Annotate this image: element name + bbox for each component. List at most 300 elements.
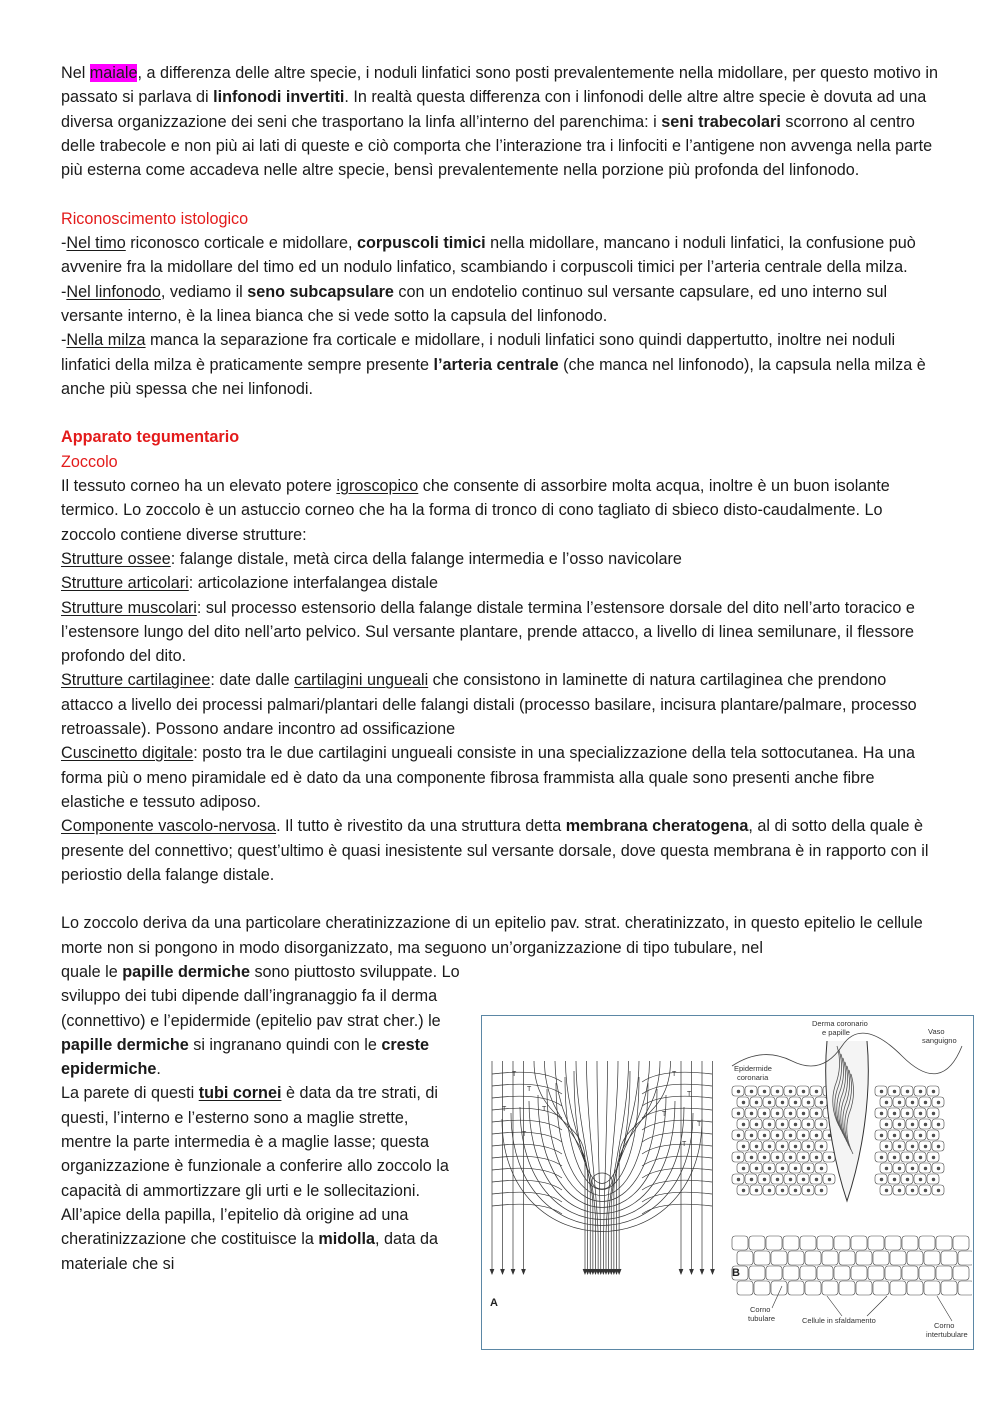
cell: [822, 1251, 838, 1265]
cell-nucleus: [893, 1090, 896, 1093]
cell-nucleus: [906, 1156, 909, 1159]
cell: [766, 1236, 782, 1250]
cell-nucleus: [820, 1167, 823, 1170]
cell: [771, 1251, 787, 1265]
cell: [839, 1281, 855, 1295]
cell-nucleus: [776, 1134, 779, 1137]
cell-nucleus: [828, 1178, 831, 1181]
cell-nucleus: [755, 1167, 758, 1170]
cell-nucleus: [768, 1145, 771, 1148]
cell-nucleus: [781, 1123, 784, 1126]
underlined-term: Nella milza: [66, 331, 146, 350]
arrow-head: [700, 1269, 704, 1274]
cell-nucleus: [893, 1178, 896, 1181]
cell-nucleus: [789, 1090, 792, 1093]
row-line: [642, 1168, 712, 1178]
text: : sul processo estensorio della falange distale termina l’estensore dorsale del dito nell’arto toracico e l’estensore lungo del dito nell’arto pelvico. Sul versante plantare, prende attacco, a livello di linea semilunare, il flessore profondo del dito.: [61, 598, 915, 666]
cell-nucleus: [776, 1156, 779, 1159]
cell-nucleus: [763, 1134, 766, 1137]
text: si ingranano quindi con le: [188, 1035, 382, 1054]
cell-nucleus: [789, 1156, 792, 1159]
cell-nucleus: [898, 1189, 901, 1192]
cell-nucleus: [924, 1123, 927, 1126]
cell-nucleus: [880, 1156, 883, 1159]
cell: [873, 1281, 889, 1295]
cell: [953, 1236, 969, 1250]
cell-nucleus: [789, 1112, 792, 1115]
cell: [885, 1236, 901, 1250]
cell-nucleus: [911, 1123, 914, 1126]
item-strutture-cartilaginee: [61, 668, 941, 741]
cell-nucleus: [794, 1145, 797, 1148]
cell: [749, 1266, 765, 1280]
text: . Il tutto è rivestito da una struttura detta: [276, 817, 566, 836]
cell-nucleus: [807, 1123, 810, 1126]
text: sono piuttosto sviluppate. Lo sviluppo dei tubi dipende dall’ingranaggio fa il derma (connettivo) e l’epidermide (epitelio pav strat cher.) le: [61, 962, 460, 1030]
panel-a-diagram: [490, 1061, 715, 1274]
cell: [907, 1281, 923, 1295]
cell: [788, 1281, 804, 1295]
underlined-term: cartilagini ungueali: [294, 671, 429, 690]
cell: [924, 1281, 940, 1295]
cell: [953, 1266, 969, 1280]
text: , a differenza delle altre specie, i noduli linfatici sono posti prevalentemente nella midollare, per questo motivo in passato si parlava di: [61, 64, 939, 107]
cell: [873, 1251, 889, 1265]
text: , data da materiale che si: [61, 1230, 439, 1273]
cell-nucleus: [807, 1101, 810, 1104]
cell-nucleus: [815, 1156, 818, 1159]
cell-nucleus: [919, 1112, 922, 1115]
label-e-papille: e papille: [822, 1028, 850, 1037]
cell-nucleus: [911, 1101, 914, 1104]
cell-nucleus: [906, 1178, 909, 1181]
cell: [919, 1266, 935, 1280]
cell-nucleus: [742, 1189, 745, 1192]
cell-nucleus: [763, 1178, 766, 1181]
cell: [805, 1251, 821, 1265]
label-coronaria: coronaria: [737, 1073, 769, 1082]
bold-term: papille dermiche: [61, 1035, 189, 1054]
arrow-head: [522, 1269, 526, 1274]
cell-nucleus: [911, 1167, 914, 1170]
cell: [788, 1251, 804, 1265]
cell-nucleus: [755, 1123, 758, 1126]
cell-nucleus: [898, 1167, 901, 1170]
text: quale le: [61, 962, 123, 981]
text: che consente di assorbire molta acqua, inoltre è un buon isolante termico. Lo zoccolo è un astuccio corneo che ha la forma di tronco di cono tagliato di sbieco disto-caudalmente. Lo zoccolo contiene diverse strutture:: [61, 477, 890, 544]
cell-nucleus: [742, 1145, 745, 1148]
label-vaso: Vaso: [928, 1027, 945, 1036]
cell-nucleus: [781, 1145, 784, 1148]
cell: [885, 1266, 901, 1280]
cell-nucleus: [911, 1145, 914, 1148]
cell-nucleus: [763, 1156, 766, 1159]
label-derma-coronario: Derma coronario: [812, 1019, 868, 1028]
bold-term: seno subcapsulare: [247, 282, 394, 301]
paragraph-linfonodo: [61, 280, 941, 329]
cell-nucleus: [776, 1112, 779, 1115]
cell-nucleus: [932, 1112, 935, 1115]
cell-nucleus: [932, 1178, 935, 1181]
cell-nucleus: [898, 1145, 901, 1148]
papilla-contour: [556, 1083, 648, 1196]
cell-nucleus: [932, 1156, 935, 1159]
cell: [856, 1251, 872, 1265]
row-line: [642, 1072, 712, 1082]
cell: [834, 1266, 850, 1280]
cell: [890, 1251, 906, 1265]
text: : posto tra le due cartilagini ungueali consiste in una specializzazione della tela sottocutanea. Ha una forma più o meno piramidale ed è dato da una componente fibrosa frammista alla quale sono presenti anche fibre elastiche e tessuto adiposo.: [61, 744, 915, 811]
cell-nucleus: [807, 1167, 810, 1170]
cell-nucleus: [742, 1123, 745, 1126]
subheading-zoccolo: Zoccolo: [61, 452, 118, 471]
cell: [924, 1251, 940, 1265]
label-sanguigno: sanguigno: [922, 1036, 957, 1045]
cell-nucleus: [937, 1101, 940, 1104]
label-corno-tubulare: Corno: [750, 1305, 771, 1314]
label-epidermide: Epidermide: [734, 1064, 772, 1073]
paragraph-milza: [61, 328, 941, 401]
cell-nucleus: [794, 1167, 797, 1170]
tubule-mark: T: [522, 1131, 527, 1138]
item-strutture-muscolari: [61, 596, 941, 669]
cell: [919, 1236, 935, 1250]
cell-nucleus: [807, 1145, 810, 1148]
cell: [783, 1266, 799, 1280]
tubule-line: [597, 1061, 601, 1274]
cell-nucleus: [932, 1134, 935, 1137]
cell-nucleus: [781, 1189, 784, 1192]
cell-nucleus: [742, 1101, 745, 1104]
cell-nucleus: [880, 1090, 883, 1093]
cell: [941, 1251, 957, 1265]
section-heading-riconoscimento: Riconoscimento istologico: [61, 209, 249, 228]
cell-nucleus: [820, 1123, 823, 1126]
tubule-mark: T: [697, 1121, 702, 1128]
underlined-term: Nel timo: [66, 234, 126, 253]
cell: [958, 1251, 972, 1265]
cell-nucleus: [737, 1178, 740, 1181]
cell-nucleus: [885, 1167, 888, 1170]
tubule-line: [587, 1061, 599, 1274]
bold-term: l’arteria centrale: [433, 355, 559, 374]
cell: [805, 1281, 821, 1295]
bold-term: seni trabecolari: [661, 112, 781, 131]
label-corno-intertubulare: Corno: [934, 1321, 955, 1330]
tubule-mark: T: [687, 1091, 692, 1098]
text: .: [156, 1060, 161, 1079]
cell-nucleus: [750, 1090, 753, 1093]
cell: [941, 1281, 957, 1295]
tubule-mark: T: [682, 1141, 687, 1148]
underlined-term: Strutture muscolari: [61, 598, 197, 617]
cell-nucleus: [776, 1090, 779, 1093]
cell-nucleus: [924, 1167, 927, 1170]
cell-nucleus: [911, 1189, 914, 1192]
cell-nucleus: [789, 1178, 792, 1181]
cell: [732, 1236, 748, 1250]
cell: [868, 1236, 884, 1250]
cell-nucleus: [781, 1101, 784, 1104]
cell-nucleus: [880, 1134, 883, 1137]
cell-nucleus: [885, 1145, 888, 1148]
cell-nucleus: [924, 1145, 927, 1148]
text: è data da tre strati, di questi, l’interno e l’esterno sono a maglie strette, mentre la parte intermedia è a maglie lasse; questa organizzazione è funzionale a conferire allo zoccolo la capacità di ammortizzare gli urti e le sollecitazioni. All’apice della papilla, l’epitelio dà origine ad una cheratinizzazione che costituisce la: [61, 1084, 449, 1249]
papilla-contour: [547, 1089, 657, 1202]
cell-nucleus: [768, 1189, 771, 1192]
text: manca la separazione fra corticale e midollare, i noduli linfatici sono quindi dappertutto, inoltre nei noduli linfatici della milza è praticamente sempre presente: [61, 331, 896, 374]
cell-nucleus: [937, 1145, 940, 1148]
cell: [737, 1251, 753, 1265]
cell: [834, 1236, 850, 1250]
arrow-head: [501, 1269, 505, 1274]
underlined-term: Strutture cartilaginee: [61, 671, 211, 690]
cell-nucleus: [755, 1145, 758, 1148]
cell: [800, 1236, 816, 1250]
cell-nucleus: [737, 1156, 740, 1159]
cell-nucleus: [937, 1167, 940, 1170]
cell: [936, 1266, 952, 1280]
cell-nucleus: [802, 1134, 805, 1137]
cell-nucleus: [742, 1167, 745, 1170]
row-line: [642, 1084, 712, 1094]
cell-nucleus: [802, 1156, 805, 1159]
text: Nel: [61, 64, 90, 82]
arrow-head: [690, 1269, 694, 1274]
cell-nucleus: [737, 1134, 740, 1137]
cell: [754, 1251, 770, 1265]
label-intertubulare: intertubulare: [926, 1330, 968, 1339]
wrapped-text-column: [61, 960, 461, 1276]
cell-nucleus: [885, 1123, 888, 1126]
cell: [936, 1236, 952, 1250]
cell-nucleus: [737, 1090, 740, 1093]
cell-nucleus: [807, 1189, 810, 1192]
text: scorrono al centro delle trabecole e non più ai lati di queste e ciò comporta che l’interazione tra i linfociti e l’antigene non avvenga nella parte più esterna come accadeva nelle altre specie, bensì prevalentemente nella porzione più profonda del linfonodo.: [61, 112, 933, 180]
cell: [783, 1236, 799, 1250]
cell-nucleus: [924, 1101, 927, 1104]
dash: -: [61, 331, 67, 350]
text: . In realtà questa differenza con i linfonodi delle altre altre specie è dovuta ad una diversa organizzazione dei seni che trasportano la linfa all’interno del parenchima: i: [61, 88, 927, 131]
cell-nucleus: [768, 1167, 771, 1170]
label-leader: [867, 1296, 887, 1316]
cell: [851, 1266, 867, 1280]
row-line: [642, 1096, 712, 1106]
cell-nucleus: [750, 1112, 753, 1115]
cell-nucleus: [815, 1134, 818, 1137]
cell-nucleus: [750, 1178, 753, 1181]
highlighted-word: maiale: [89, 64, 138, 82]
bold-term: linfonodi invertiti: [213, 88, 345, 107]
cell-nucleus: [781, 1167, 784, 1170]
dash: -: [61, 282, 67, 301]
paragraph-parete: [61, 1081, 461, 1275]
cell-nucleus: [802, 1178, 805, 1181]
cell-nucleus: [885, 1101, 888, 1104]
item-strutture-articolari: [61, 571, 941, 595]
cell-nucleus: [820, 1101, 823, 1104]
cell-nucleus: [794, 1123, 797, 1126]
text: riconosco corticale e midollare,: [125, 234, 357, 253]
row-line: [642, 1192, 712, 1202]
cell-nucleus: [750, 1156, 753, 1159]
cell-nucleus: [763, 1112, 766, 1115]
cell-nucleus: [755, 1189, 758, 1192]
cell: [856, 1281, 872, 1295]
cell-nucleus: [885, 1189, 888, 1192]
arrow-head: [511, 1269, 515, 1274]
cell-nucleus: [755, 1101, 758, 1104]
dash: -: [61, 234, 67, 253]
cell-nucleus: [815, 1112, 818, 1115]
label-leader: [937, 1296, 952, 1321]
underlined-term: Strutture articolari: [61, 574, 189, 593]
cell-nucleus: [776, 1178, 779, 1181]
cell-nucleus: [763, 1090, 766, 1093]
cell-nucleus: [937, 1189, 940, 1192]
cell-nucleus: [919, 1156, 922, 1159]
figure-illustration: [482, 1016, 972, 1348]
label-tubulare: tubulare: [748, 1314, 776, 1323]
bold-term: papille dermiche: [122, 962, 250, 981]
cell: [749, 1236, 765, 1250]
paragraph-maiale: [61, 61, 941, 182]
tubule-mark: T: [527, 1086, 532, 1093]
cell-nucleus: [802, 1090, 805, 1093]
cell: [737, 1281, 753, 1295]
tubule-mark: T: [662, 1111, 667, 1118]
cell-nucleus: [919, 1090, 922, 1093]
cell-nucleus: [924, 1189, 927, 1192]
cell: [817, 1236, 833, 1250]
underlined-term: Strutture ossee: [61, 549, 171, 568]
cell: [902, 1236, 918, 1250]
arrow-head: [490, 1269, 494, 1274]
cell-nucleus: [794, 1189, 797, 1192]
text: : articolazione interfalangea distale: [188, 574, 439, 593]
cell-nucleus: [737, 1112, 740, 1115]
underlined-term: igroscopico: [336, 477, 419, 496]
cell-nucleus: [828, 1156, 831, 1159]
hoof-tubule-figure: [481, 1015, 974, 1350]
tubule-line: [603, 1061, 607, 1274]
tubule-line: [617, 1061, 661, 1274]
arrow-head: [711, 1269, 715, 1274]
text: che consistono in laminette di natura cartilaginea che prendono attacco a livello dei processi palmari/plantari delle falangi distali (processo basilare, incisura plantare/palmare, processo retroassale). Possono andare incontro ad ossificazione: [61, 671, 917, 739]
bold-underlined-term: tubi cornei: [198, 1084, 282, 1103]
section-heading-tegumentario: Apparato tegumentario: [61, 428, 240, 447]
cell-nucleus: [937, 1123, 940, 1126]
cell: [754, 1281, 770, 1295]
item-strutture-ossee: [61, 547, 941, 571]
cell: [839, 1251, 855, 1265]
label-leader: [827, 1296, 842, 1316]
panel-b-label: B: [732, 1267, 740, 1279]
bold-term: corpuscoli timici: [356, 234, 486, 253]
tubule-mark: T: [512, 1071, 517, 1078]
cell: [902, 1266, 918, 1280]
row-line: [642, 1204, 712, 1214]
paragraph-deriva: Lo zoccolo deriva da una particolare cheratinizzazione di un epitelio pav. strat. cheratinizzato, in questo epitelio le cellule morte non si pongono in modo disorganizzato, ma seguono un’organizzazione di tipo tubulare, nel: [61, 914, 923, 957]
cell-nucleus: [906, 1134, 909, 1137]
text: , vediamo il: [160, 282, 248, 301]
cell: [766, 1266, 782, 1280]
text: Il tessuto corneo ha un elevato potere: [61, 477, 337, 496]
label-cellule-sfaldamento: Cellule in sfaldamento: [802, 1316, 876, 1325]
cell: [890, 1281, 906, 1295]
panel-a-label: A: [490, 1297, 498, 1309]
paragraph-papille: [61, 960, 461, 1081]
tubule-mark: T: [502, 1106, 507, 1113]
bold-term: midolla: [318, 1230, 376, 1249]
cell-nucleus: [794, 1101, 797, 1104]
cell-nucleus: [893, 1112, 896, 1115]
row-line: [642, 1144, 712, 1154]
text: La parete di questi: [61, 1084, 199, 1103]
text: (che manca nel linfonodo), la capsula nella milza è anche più spessa che nei linfonodi.: [61, 355, 926, 398]
cell-nucleus: [768, 1101, 771, 1104]
cell-nucleus: [906, 1090, 909, 1093]
cell-nucleus: [919, 1134, 922, 1137]
bold-term: creste epidermiche: [61, 1035, 430, 1079]
underlined-term: Nel linfonodo: [66, 282, 161, 301]
cell-nucleus: [898, 1123, 901, 1126]
tubule-mark: T: [542, 1106, 547, 1113]
cell: [868, 1266, 884, 1280]
cell-nucleus: [768, 1123, 771, 1126]
text: nella midollare, mancano i noduli linfatici, la confusione può avvenire fra la midollare del timo ed un nodulo linfatico, scambiando i corpuscoli timici per l’arteria centrale della milza.: [61, 234, 916, 277]
cell-nucleus: [906, 1112, 909, 1115]
cell: [822, 1281, 838, 1295]
cell: [907, 1251, 923, 1265]
bold-term: membrana cheratogena: [565, 817, 749, 836]
item-componente-vascolo-nervosa: [61, 814, 941, 887]
tubule-mark: T: [672, 1071, 677, 1078]
cell-nucleus: [802, 1112, 805, 1115]
paragraph-intro-zoccolo: [61, 474, 941, 547]
arrow-head: [679, 1269, 683, 1274]
cell-nucleus: [815, 1178, 818, 1181]
text: : date dalle: [210, 671, 295, 690]
item-cuscinetto-digitale: [61, 741, 941, 814]
text: , al di sotto della quale è presente del connettivo; quest’ultimo è quasi inesistente sul versante dorsale, dove questa membrana è in rapporto con il periostio della falange distale.: [61, 817, 929, 884]
cell: [817, 1266, 833, 1280]
cell-nucleus: [898, 1101, 901, 1104]
cell: [851, 1236, 867, 1250]
cell-nucleus: [820, 1145, 823, 1148]
cell-nucleus: [880, 1178, 883, 1181]
cell-nucleus: [750, 1134, 753, 1137]
paragraph-timo: [61, 231, 941, 280]
cell-nucleus: [932, 1090, 935, 1093]
cell-nucleus: [815, 1090, 818, 1093]
text: : falange distale, metà circa della falange intermedia e l’osso navicolare: [170, 549, 682, 568]
tubule-line: [609, 1061, 629, 1274]
underlined-term: Cuscinetto digitale: [61, 744, 194, 763]
tubule-line: [545, 1061, 588, 1274]
label-leader: [772, 1286, 782, 1308]
cell-nucleus: [789, 1134, 792, 1137]
underlined-term: Componente vascolo-nervosa: [61, 817, 277, 836]
cell-nucleus: [820, 1189, 823, 1192]
cell-nucleus: [919, 1178, 922, 1181]
cell-nucleus: [893, 1156, 896, 1159]
cell-nucleus: [893, 1134, 896, 1137]
text: con un endotelio continuo sul versante capsulare, ed uno interno sul versante interno, è la linea bianca che si vede sotto la capsula del linfonodo.: [61, 282, 888, 325]
cell: [958, 1281, 972, 1295]
cell: [800, 1266, 816, 1280]
cell-nucleus: [880, 1112, 883, 1115]
